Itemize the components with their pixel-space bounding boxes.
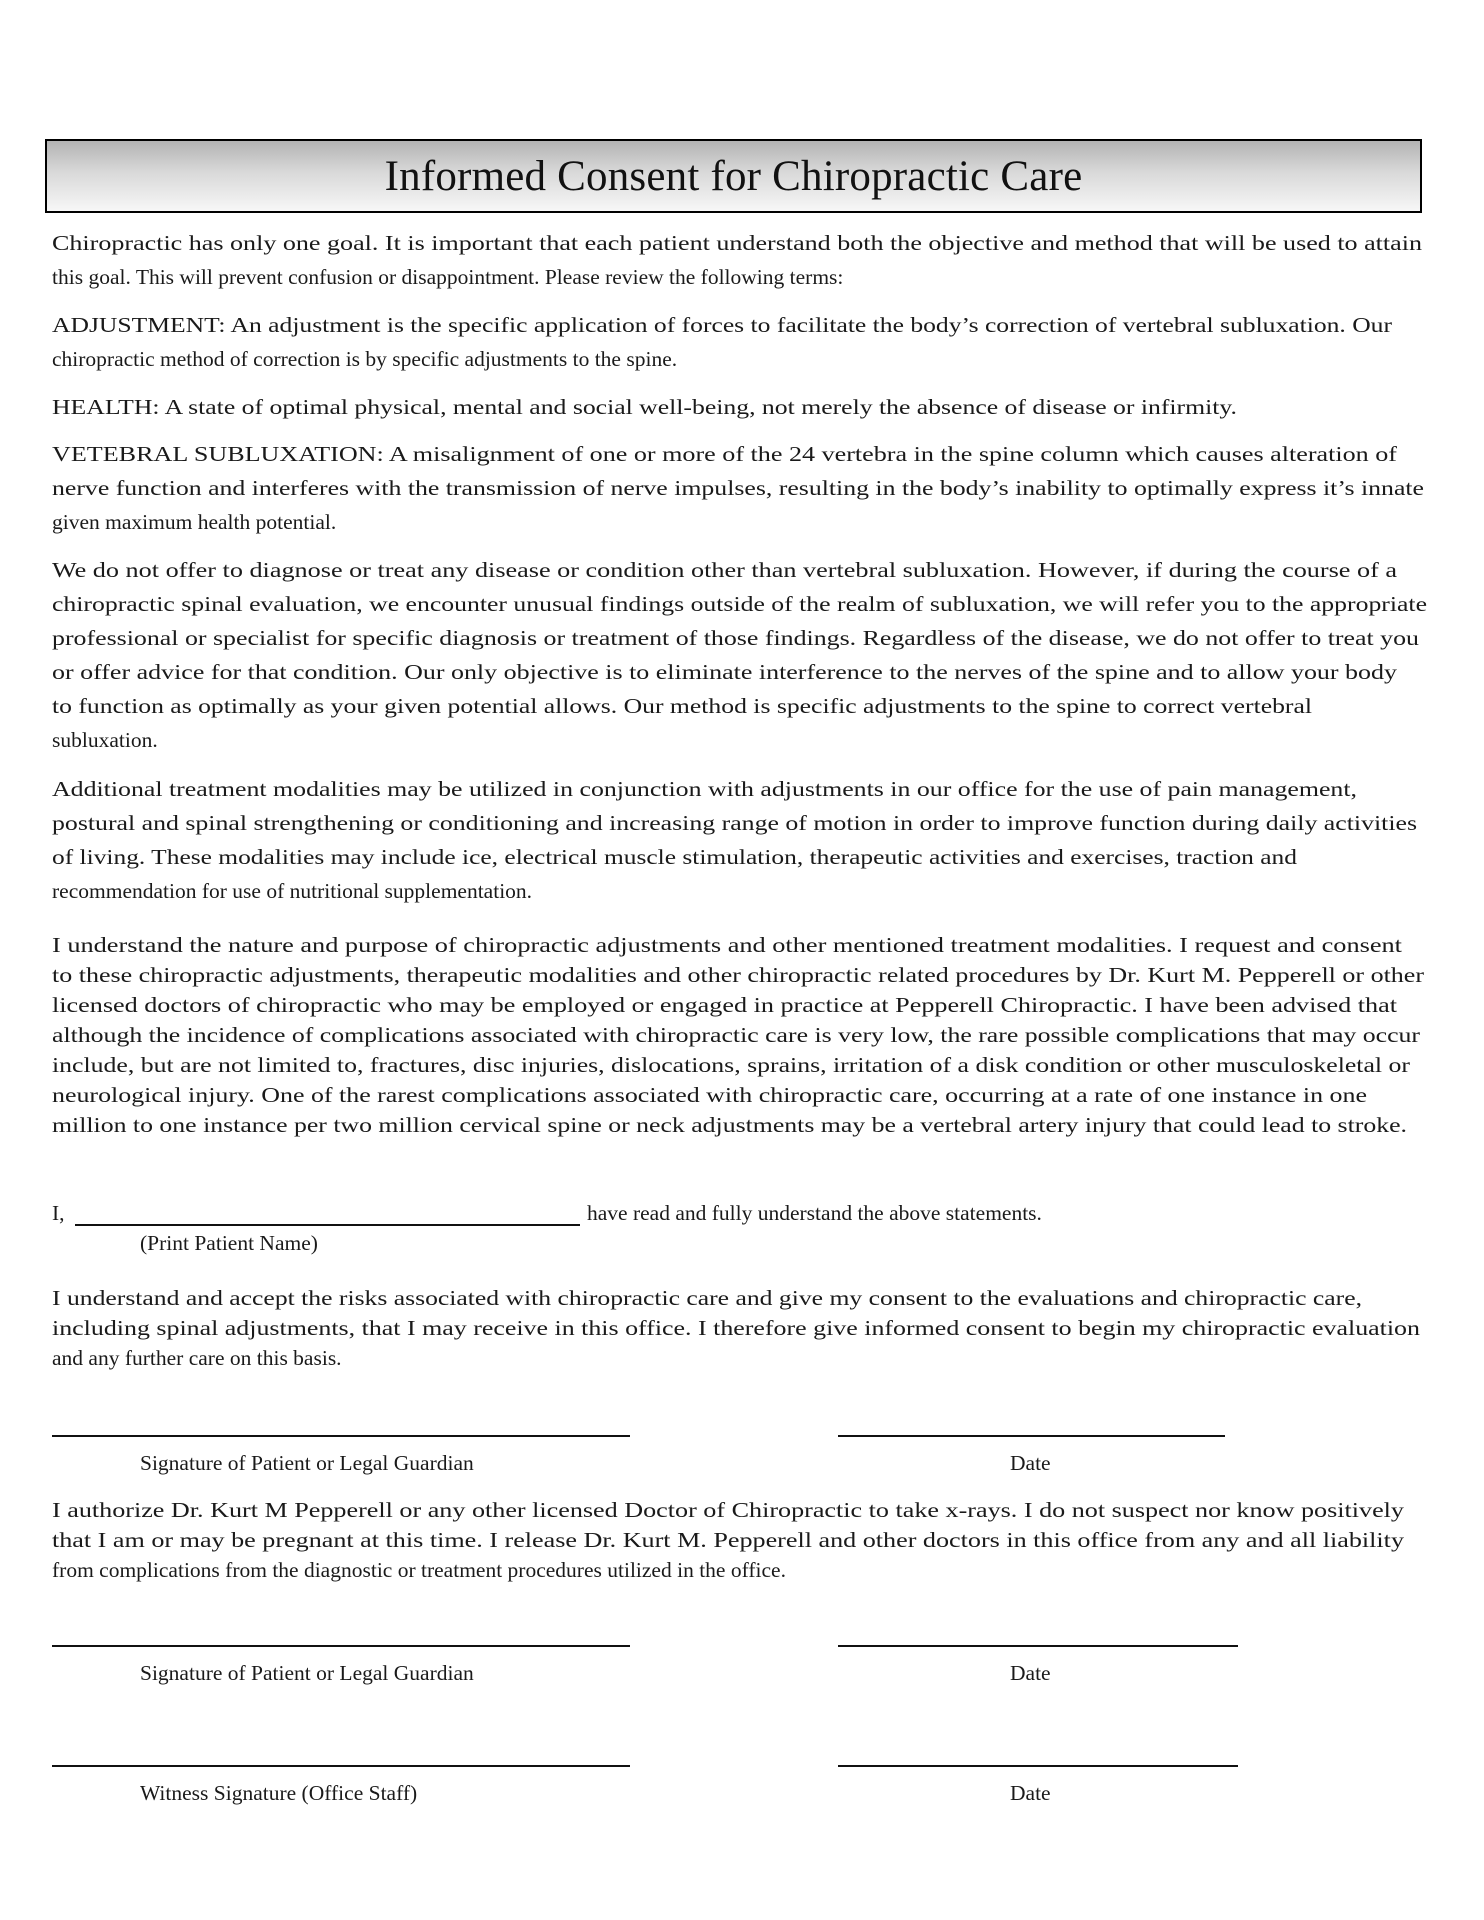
text-line: Chiropractic has only one goal. It is important that each patient understand both the objective and method that will be used to attain — [52, 231, 1422, 255]
name-statement: have read and fully understand the above statements. — [587, 1201, 1042, 1225]
patient-signature-label-2: Signature of Patient or Legal Guardian — [140, 1661, 474, 1685]
text-line: chiropractic method of correction is by specific adjustments to the spine. — [52, 347, 678, 371]
date-line-3[interactable] — [838, 1765, 1238, 1767]
text-line: HEALTH: A state of optimal physical, mental and social well-being, not merely the absence of disease or infirmity. — [52, 395, 1237, 419]
text-line: ADJUSTMENT: An adjustment is the specific application of forces to facilitate the body’s correction of vertebral subluxation. Our — [52, 313, 1392, 337]
text-line: chiropractic spinal evaluation, we encounter unusual findings outside of the realm of subluxation, we will refer you to the appropriate — [52, 592, 1427, 616]
print-patient-name-caption: (Print Patient Name) — [140, 1231, 318, 1255]
date-line-1[interactable] — [838, 1435, 1225, 1437]
text-line: I understand and accept the risks associated with chiropractic care and give my consent to the evaluations and chiropractic care, — [52, 1286, 1362, 1310]
text-line: this goal. This will prevent confusion or disappointment. Please review the following terms: — [52, 265, 844, 289]
patient-signature-line-1[interactable] — [52, 1435, 630, 1437]
scope-of-care-paragraph — [52, 553, 1452, 757]
text-line: that I am or may be pregnant at this time. I release Dr. Kurt M. Pepperell and other doctors in this office from any and all liability — [52, 1528, 1404, 1552]
adjustment-definition — [52, 308, 1452, 376]
intro-paragraph — [52, 226, 1452, 294]
title-banner — [45, 139, 1422, 213]
text-line: I authorize Dr. Kurt M Pepperell or any other licensed Doctor of Chiropractic to take x-rays. I do not suspect nor know positively — [52, 1498, 1404, 1522]
text-line: postural and spinal strengthening or conditioning and increasing range of motion in order to improve function during daily activities — [52, 811, 1417, 835]
witness-signature-line[interactable] — [52, 1765, 630, 1767]
date-line-2[interactable] — [838, 1645, 1238, 1647]
text-line: subluxation. — [52, 728, 158, 752]
text-line: licensed doctors of chiropractic who may be employed or engaged in practice at Pepperell Chiropractic. I have been advised that — [52, 993, 1397, 1017]
health-definition — [52, 390, 1452, 424]
text-line: or offer advice for that condition. Our only objective is to eliminate interference to the nerves of the spine and to allow your body — [52, 660, 1397, 684]
text-line: Additional treatment modalities may be utilized in conjunction with adjustments in our office for the use of pain management, — [52, 777, 1357, 801]
date-label-3: Date — [1010, 1781, 1051, 1805]
name-prefix: I, — [52, 1201, 65, 1225]
print-patient-name-field[interactable] — [75, 1224, 580, 1226]
text-line: given maximum health potential. — [52, 510, 337, 534]
text-line: VETEBRAL SUBLUXATION: A misalignment of one or more of the 24 vertebra in the spine column which causes alteration of — [52, 442, 1397, 466]
text-line: although the incidence of complications associated with chiropractic care is very low, the rare possible complications that may occur — [52, 1023, 1420, 1047]
acceptance-paragraph — [52, 1283, 1452, 1373]
text-line: including spinal adjustments, that I may receive in this office. I therefore give informed consent to begin my chiropractic evaluation — [52, 1316, 1420, 1340]
text-line: nerve function and interferes with the transmission of nerve impulses, resulting in the body’s inability to optimally express it’s innate — [52, 476, 1424, 500]
text-line: and any further care on this basis. — [52, 1346, 342, 1370]
patient-signature-line-2[interactable] — [52, 1645, 630, 1647]
date-label-2: Date — [1010, 1661, 1051, 1685]
text-line: recommendation for use of nutritional supplementation. — [52, 879, 533, 903]
understanding-paragraph — [52, 930, 1452, 1140]
text-line: include, but are not limited to, fractures, disc injuries, dislocations, sprains, irritation of a disk condition or other musculoskeletal or — [52, 1053, 1410, 1077]
page-title: Informed Consent for Chiropractic Care — [384, 152, 1083, 200]
patient-name-row — [52, 1198, 1042, 1228]
text-line: to these chiropractic adjustments, therapeutic modalities and other chiropractic related procedures by Dr. Kurt M. Pepperell or other — [52, 963, 1424, 987]
text-line: from complications from the diagnostic or treatment procedures utilized in the office. — [52, 1558, 786, 1582]
text-line: to function as optimally as your given potential allows. Our method is specific adjustments to the spine to correct vertebral — [52, 694, 1312, 718]
patient-signature-label-1: Signature of Patient or Legal Guardian — [140, 1451, 474, 1475]
text-line: of living. These modalities may include ice, electrical muscle stimulation, therapeutic activities and exercises, traction and — [52, 845, 1297, 869]
text-line: neurological injury. One of the rarest complications associated with chiropractic care, occurring at a rate of one instance in one — [52, 1083, 1367, 1107]
modalities-paragraph — [52, 772, 1452, 908]
witness-signature-label: Witness Signature (Office Staff) — [140, 1781, 418, 1805]
subluxation-definition — [52, 437, 1452, 539]
text-line: I understand the nature and purpose of chiropractic adjustments and other mentioned treatment modalities. I request and consent — [52, 933, 1402, 957]
text-line: We do not offer to diagnose or treat any disease or condition other than vertebral subluxation. However, if during the course of a — [52, 558, 1397, 582]
date-label-1: Date — [1010, 1451, 1051, 1475]
text-line: million to one instance per two million cervical spine or neck adjustments may be a vertebral artery injury that could lead to stroke. — [52, 1113, 1407, 1137]
xray-authorization-paragraph — [52, 1495, 1452, 1585]
text-line: professional or specialist for specific diagnosis or treatment of those findings. Regardless of the disease, we do not offer to treat you — [52, 626, 1419, 650]
